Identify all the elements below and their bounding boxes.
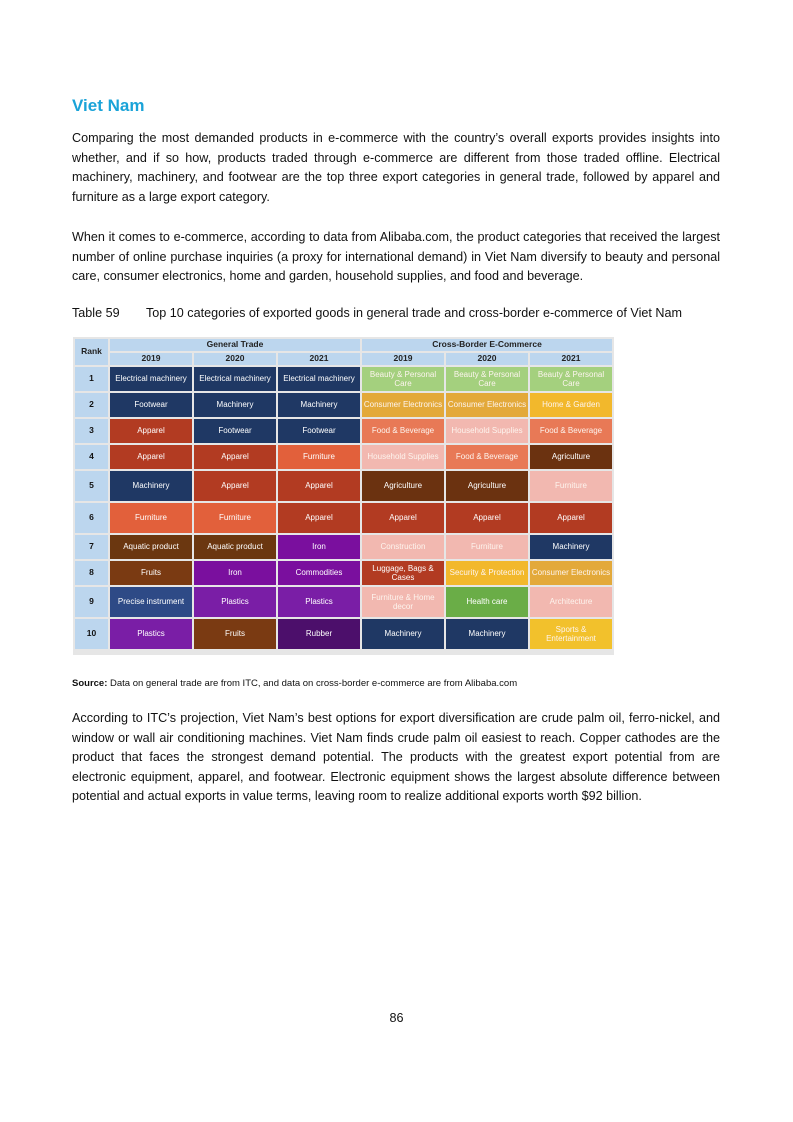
general-trade-cell: Aquatic product (110, 535, 192, 559)
ecommerce-cell: Luggage, Bags & Cases (362, 561, 444, 585)
ecommerce-cell: Architecture (530, 587, 612, 617)
ecommerce-cell: Apparel (530, 503, 612, 533)
category-table (73, 337, 614, 651)
general-trade-cell: Footwear (194, 419, 276, 443)
ecommerce-cell: Sports & Entertainment (530, 619, 612, 649)
ecommerce-cell: Health care (446, 587, 528, 617)
general-trade-cell: Plastics (278, 587, 360, 617)
year-header: 2020 (446, 353, 528, 365)
general-trade-cell: Fruits (110, 561, 192, 585)
general-trade-cell: Furniture (110, 503, 192, 533)
general-trade-cell: Machinery (194, 393, 276, 417)
rank-cell: 9 (75, 587, 108, 617)
ecommerce-cell: Apparel (362, 503, 444, 533)
rank-cell: 2 (75, 393, 108, 417)
table-row (75, 393, 612, 417)
general-trade-cell: Rubber (278, 619, 360, 649)
ecommerce-cell: Consumer Electronics (530, 561, 612, 585)
table-caption-text: Top 10 categories of exported goods in general trade and cross-border e-commerce of Viet Nam (146, 306, 682, 320)
table-source (72, 678, 517, 689)
general-trade-cell: Precise instrument (110, 587, 192, 617)
ecommerce-cell: Machinery (362, 619, 444, 649)
category-table-container (73, 337, 614, 655)
ecommerce-cell: Household Supplies (362, 445, 444, 469)
source-label: Source: (72, 678, 108, 689)
table-row (75, 587, 612, 617)
general-trade-cell: Aquatic product (194, 535, 276, 559)
paragraph-projection: According to ITC’s projection, Viet Nam’s best options for export diversification are crude palm oil, ferro-nickel, and window or wall air conditioning machines. Viet Nam finds crude palm oil easiest to reach. Copper cathodes are the product that faces the strongest demand potential. The products with the greatest export potential from are electronic equipment, apparel, and footwear. Electronic equipment shows the largest absolute difference between potential and actual exports in value terms, leaving room to realize additional exports worth $92 billion. (72, 711, 720, 804)
ecommerce-cell: Home & Garden (530, 393, 612, 417)
general-trade-cell: Furniture (278, 445, 360, 469)
category-table-body (75, 367, 612, 649)
year-header: 2021 (530, 353, 612, 365)
ecommerce-cell: Furniture (530, 471, 612, 501)
rank-cell: 4 (75, 445, 108, 469)
table-caption (72, 306, 682, 320)
ecommerce-cell: Beauty & Personal Care (530, 367, 612, 391)
ecommerce-cell: Apparel (446, 503, 528, 533)
ecommerce-cell: Furniture (446, 535, 528, 559)
year-header: 2019 (110, 353, 192, 365)
paragraph-intro: Comparing the most demanded products in e-commerce with the country’s overall exports provides insights into whether, and if so how, products traded through e-commerce are different from those traded offline. Electrical machinery, machinery, and footwear are the top three export categories in general trade, followed by apparel and furniture as a large export category. (72, 131, 720, 204)
general-trade-cell: Footwear (278, 419, 360, 443)
rank-cell: 6 (75, 503, 108, 533)
rank-cell: 8 (75, 561, 108, 585)
ecommerce-cell: Food & Beverage (362, 419, 444, 443)
general-trade-cell: Electrical machinery (278, 367, 360, 391)
table-row (75, 503, 612, 533)
general-trade-cell: Apparel (194, 445, 276, 469)
rank-cell: 1 (75, 367, 108, 391)
page-number: 86 (389, 1011, 404, 1025)
paragraph-ecommerce: When it comes to e-commerce, according to data from Alibaba.com, the product categories that received the largest number of online purchase inquiries (a proxy for international demand) in Viet Nam diversify to beauty and personal care, consumer electronics, home and garden, household supplies, and food and beverage. (72, 230, 720, 284)
ecommerce-cell: Agriculture (362, 471, 444, 501)
ecommerce-cell: Construction (362, 535, 444, 559)
rank-cell: 5 (75, 471, 108, 501)
general-trade-cell: Furniture (194, 503, 276, 533)
general-trade-cell: Apparel (278, 471, 360, 501)
general-trade-cell: Commodities (278, 561, 360, 585)
ecommerce-cell: Furniture & Home decor (362, 587, 444, 617)
general-trade-cell: Fruits (194, 619, 276, 649)
ecommerce-cell: Beauty & Personal Care (362, 367, 444, 391)
ecommerce-cell: Consumer Electronics (446, 393, 528, 417)
rank-header: Rank (75, 339, 108, 365)
general-trade-cell: Iron (278, 535, 360, 559)
table-caption-number: Table 59 (72, 306, 120, 320)
ecommerce-cell: Machinery (446, 619, 528, 649)
rank-cell: 10 (75, 619, 108, 649)
ecommerce-cell: Beauty & Personal Care (446, 367, 528, 391)
general-trade-cell: Apparel (278, 503, 360, 533)
year-header: 2021 (278, 353, 360, 365)
general-trade-cell: Footwear (110, 393, 192, 417)
general-trade-cell: Plastics (194, 587, 276, 617)
source-text: Data on general trade are from ITC, and data on cross-border e-commerce are from Alibaba.com (107, 678, 518, 689)
ecommerce-cell: Machinery (530, 535, 612, 559)
rank-cell: 3 (75, 419, 108, 443)
ecommerce-cell: Food & Beverage (530, 419, 612, 443)
ecommerce-cell: Agriculture (530, 445, 612, 469)
ecommerce-cell: Agriculture (446, 471, 528, 501)
general-trade-cell: Apparel (110, 419, 192, 443)
rank-cell: 7 (75, 535, 108, 559)
general-trade-cell: Plastics (110, 619, 192, 649)
ecommerce-cell: Household Supplies (446, 419, 528, 443)
section-heading: Viet Nam (72, 96, 145, 115)
general-trade-cell: Apparel (194, 471, 276, 501)
general-trade-cell: Machinery (278, 393, 360, 417)
table-row (75, 561, 612, 585)
general-trade-cell: Electrical machinery (194, 367, 276, 391)
cross-border-ecommerce-header: Cross-Border E-Commerce (362, 339, 612, 351)
general-trade-cell: Apparel (110, 445, 192, 469)
table-row (75, 471, 612, 501)
general-trade-cell: Iron (194, 561, 276, 585)
ecommerce-cell: Security & Protection (446, 561, 528, 585)
table-row (75, 535, 612, 559)
table-row (75, 619, 612, 649)
table-row (75, 367, 612, 391)
general-trade-header: General Trade (110, 339, 360, 351)
ecommerce-cell: Food & Beverage (446, 445, 528, 469)
ecommerce-cell: Consumer Electronics (362, 393, 444, 417)
table-row (75, 419, 612, 443)
general-trade-cell: Machinery (110, 471, 192, 501)
year-header: 2019 (362, 353, 444, 365)
general-trade-cell: Electrical machinery (110, 367, 192, 391)
table-row (75, 445, 612, 469)
year-header: 2020 (194, 353, 276, 365)
